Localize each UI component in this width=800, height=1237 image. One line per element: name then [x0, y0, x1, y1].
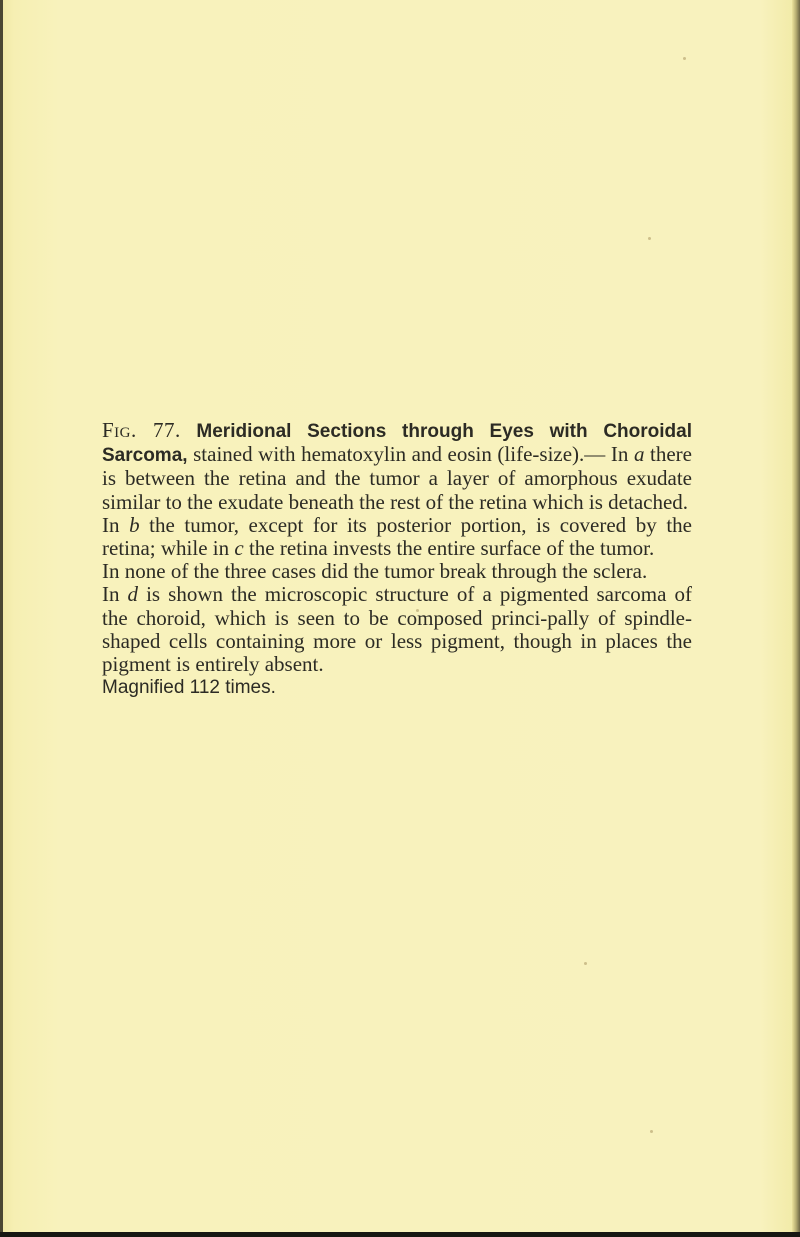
- paragraph-b-post: the retina invests the entire surface of the tumor.: [243, 536, 655, 561]
- section-letter-c: c: [234, 536, 244, 561]
- figure-subtitle: stained with hematoxylin and eosin (life-size).—: [193, 442, 606, 467]
- paragraph-b-pre: In: [102, 512, 130, 537]
- paragraph-b-mid: the tumor, except for its posterior portion, is covered by the retina; while in: [102, 512, 692, 561]
- paragraph-b: [102, 514, 692, 560]
- paper-speck: [683, 57, 686, 60]
- paragraph-d: [102, 583, 692, 676]
- figure-title: Meridional Sections through Eyes with Choroidal Sarcoma,: [102, 421, 693, 467]
- paragraph-sclera: In none of the three cases did the tumor break through the sclera.: [102, 559, 648, 584]
- figure-caption: [102, 419, 692, 699]
- figure-label: Fig. 77.: [102, 418, 181, 442]
- paragraph-a-pre: In: [610, 442, 634, 467]
- paragraph-d-pre: In: [102, 582, 128, 607]
- caption-heading: [102, 419, 692, 514]
- page-right-edge: [792, 0, 800, 1237]
- paper-speck: [584, 962, 587, 965]
- page-left-edge: [0, 0, 3, 1237]
- paragraph-d-text: is shown the microscopic structure of a pigmented sarcoma of the choroid, which is seen to be composed princi-pally of spindle-shaped cells containing more or less pigment, though in places the pigment is entirely absent.: [102, 582, 693, 677]
- paper-speck: [648, 237, 651, 240]
- paper-speck: [650, 1130, 653, 1133]
- page-bottom-edge: [0, 1232, 800, 1237]
- paragraph-a-text: there is between the retina and the tumor a layer of amorphous exudate similar to the exudate beneath the rest of the retina which is detached.: [102, 442, 692, 514]
- magnification-note: Magnified 112 times.: [102, 677, 276, 699]
- section-letter-d: d: [127, 582, 139, 607]
- section-letter-a: a: [633, 442, 645, 467]
- section-letter-b: b: [129, 512, 140, 537]
